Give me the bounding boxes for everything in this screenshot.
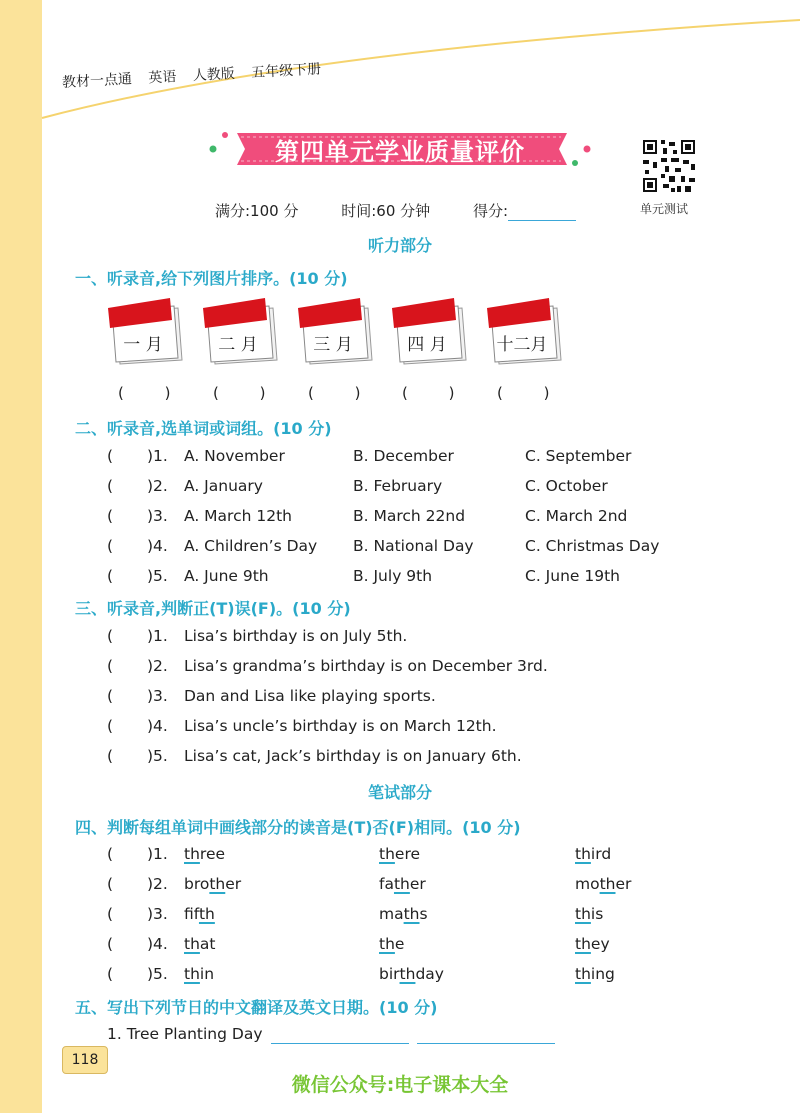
score-blank[interactable] <box>508 206 576 221</box>
answer-paren[interactable]: ( <box>107 537 114 555</box>
word-b: birthday <box>379 965 444 983</box>
question-number: )1. <box>147 447 168 465</box>
answer-paren[interactable]: ( <box>107 567 114 585</box>
question-number: )4. <box>147 935 168 953</box>
listening-heading: 听力部分 <box>367 236 432 255</box>
word-c: mother <box>575 875 632 893</box>
time-limit: 时间:60 分钟 <box>341 202 431 220</box>
option-a: A. November <box>184 447 285 465</box>
word-a: three <box>184 845 226 863</box>
option-b: B. December <box>353 447 454 465</box>
calendar-card-5 <box>487 298 563 368</box>
question-number: )2. <box>147 657 168 675</box>
full-score: 满分:100 分 <box>215 202 299 220</box>
calendar-label: 一 月 <box>123 335 163 355</box>
option-a: A. June 9th <box>184 567 269 585</box>
answer-paren[interactable]: ( <box>107 447 114 465</box>
option-b: B. National Day <box>353 537 474 555</box>
option-b: B. February <box>353 477 443 495</box>
word-b: there <box>379 845 421 863</box>
question-number: )4. <box>147 537 168 555</box>
calendar-card-4 <box>392 298 468 368</box>
page-title: 第四单元学业质量评价 <box>275 137 525 166</box>
answer-blank[interactable]: ( ) <box>497 384 568 402</box>
word-a: fifth <box>184 905 215 923</box>
score-label: 得分: <box>473 202 614 220</box>
answer-paren[interactable]: ( <box>107 875 114 893</box>
grade: 五年级下册 <box>250 61 322 82</box>
section-4-title: 四、判断每组单词中画线部分的读音是(T)否(F)相同。(10 分) <box>75 818 521 837</box>
section-1-title: 一、听录音,给下列图片排序。(10 分) <box>75 269 348 288</box>
question-number: )2. <box>147 875 168 893</box>
word-b: the <box>379 935 405 953</box>
edition: 人教版 <box>192 65 236 85</box>
calendar-card-2 <box>203 298 279 368</box>
option-a: A. Children’s Day <box>184 537 318 555</box>
word-c: third <box>575 845 612 863</box>
calendar-label: 十二月 <box>496 335 548 355</box>
option-b: B. March 22nd <box>353 507 466 525</box>
answer-paren[interactable]: ( <box>107 657 114 675</box>
answer-paren[interactable]: ( <box>107 935 114 953</box>
book-name: 教材一点通 <box>61 71 133 91</box>
option-a: A. March 12th <box>184 507 292 525</box>
calendar-label: 四 月 <box>407 335 447 355</box>
question-number: )1. <box>147 845 168 863</box>
answer-blank[interactable]: ( ) <box>308 384 379 402</box>
answer-paren[interactable]: ( <box>107 845 114 863</box>
calendar-card-3 <box>298 298 374 368</box>
festival-name: 1. Tree Planting Day <box>107 1025 263 1043</box>
question-number: )3. <box>147 687 168 705</box>
answer-paren[interactable]: ( <box>107 477 114 495</box>
answer-blank[interactable]: ( ) <box>213 384 284 402</box>
option-c: C. March 2nd <box>525 507 628 525</box>
statement-text: Lisa’s grandma’s birthday is on December 3rd. <box>184 657 548 675</box>
question-number: )3. <box>147 507 168 525</box>
chinese-answer-line[interactable] <box>271 1043 409 1044</box>
word-c: they <box>575 935 610 953</box>
word-a: that <box>184 935 216 953</box>
score-line <box>215 200 614 221</box>
page-number: 118 <box>62 1046 108 1074</box>
word-b: maths <box>379 905 428 923</box>
date-answer-line[interactable] <box>417 1043 555 1044</box>
answer-paren[interactable]: ( <box>107 687 114 705</box>
answer-paren[interactable]: ( <box>107 965 114 983</box>
question-number: )5. <box>147 567 168 585</box>
question-number: )5. <box>147 747 168 765</box>
section-2-title: 二、听录音,选单词或词组。(10 分) <box>75 419 332 438</box>
statement-text: Lisa’s birthday is on July 5th. <box>184 627 408 645</box>
question-number: )2. <box>147 477 168 495</box>
answer-paren[interactable]: ( <box>107 717 114 735</box>
word-b: father <box>379 875 426 893</box>
section-3-title: 三、听录音,判断正(T)误(F)。(10 分) <box>75 599 351 618</box>
answer-paren[interactable]: ( <box>107 627 114 645</box>
answer-paren[interactable]: ( <box>107 747 114 765</box>
calendar-card-1 <box>108 298 184 368</box>
answer-paren[interactable]: ( <box>107 507 114 525</box>
calendar-label: 二 月 <box>218 335 258 355</box>
option-c: C. Christmas Day <box>525 537 660 555</box>
subject: 英语 <box>147 69 177 87</box>
option-a: A. January <box>184 477 263 495</box>
statement-text: Lisa’s cat, Jack’s birthday is on January 6th. <box>184 747 522 765</box>
answer-blank[interactable]: ( ) <box>402 384 473 402</box>
question-number: )4. <box>147 717 168 735</box>
option-c: C. June 19th <box>525 567 620 585</box>
question-number: )1. <box>147 627 168 645</box>
qr-code-icon[interactable] <box>641 138 697 194</box>
statement-text: Dan and Lisa like playing sports. <box>184 687 436 705</box>
header-curve <box>0 0 800 130</box>
question-number: )3. <box>147 905 168 923</box>
word-a: thin <box>184 965 215 983</box>
word-c: thing <box>575 965 615 983</box>
option-b: B. July 9th <box>353 567 433 585</box>
qr-label: 单元测试 <box>640 202 689 216</box>
word-a: brother <box>184 875 242 893</box>
option-c: C. September <box>525 447 632 465</box>
option-c: C. October <box>525 477 608 495</box>
word-c: this <box>575 905 604 923</box>
statement-text: Lisa’s uncle’s birthday is on March 12th. <box>184 717 497 735</box>
calendar-label: 三 月 <box>313 335 353 355</box>
answer-blank[interactable]: ( ) <box>118 384 189 402</box>
answer-paren[interactable]: ( <box>107 905 114 923</box>
question-number: )5. <box>147 965 168 983</box>
section-5-title: 五、写出下列节日的中文翻译及英文日期。(10 分) <box>75 998 438 1017</box>
footer-watermark: 微信公众号:电子课本大全 <box>291 1074 509 1096</box>
title-banner <box>205 127 595 171</box>
writing-heading: 笔试部分 <box>367 783 432 802</box>
